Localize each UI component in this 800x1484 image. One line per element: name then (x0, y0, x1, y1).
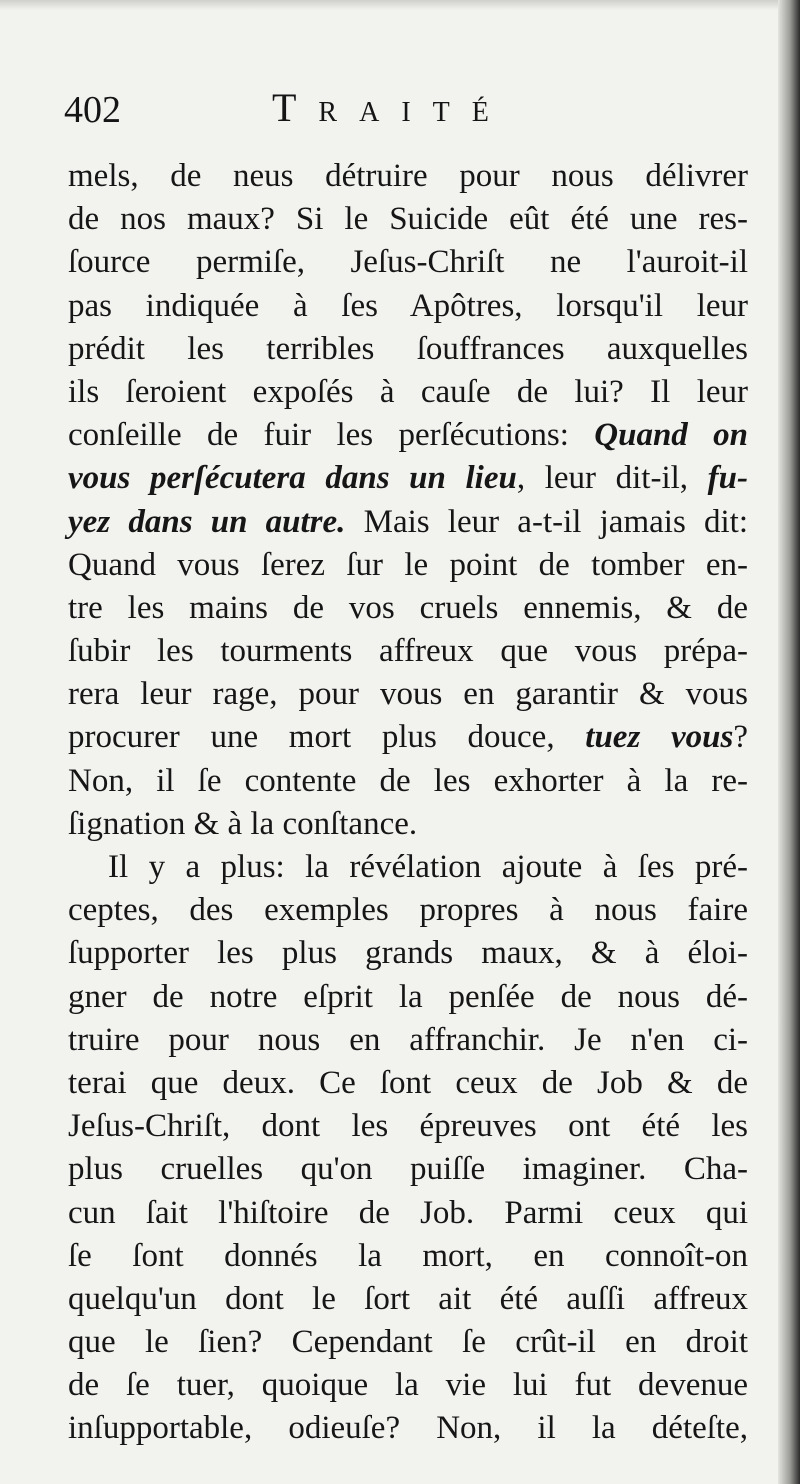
text-line (68, 932, 748, 975)
roman-text: ceptes, des exemples propres à nous faire (68, 892, 748, 929)
text-line (68, 501, 748, 544)
page-gutter-shadow (778, 0, 800, 1484)
text-line (68, 1364, 748, 1407)
roman-text: procurer une mort plus douce, (68, 719, 586, 756)
roman-text: Non, il ſe contente de les exhorter à la re- (68, 762, 748, 799)
roman-text: cun ſait l'hiſtoire de Job. Parmi ceux qui (68, 1194, 748, 1231)
roman-text: ſe ſont donnés la mort, en connoît-on (68, 1237, 748, 1274)
text-line (68, 155, 748, 198)
roman-text: prédit les terribles ſouffrances auxquelles (68, 330, 748, 367)
text-line (68, 328, 748, 371)
body-text (68, 155, 748, 1451)
text-line (68, 803, 748, 846)
text-line (68, 1407, 748, 1450)
roman-text: mels, de neus détruire pour nous délivrer (68, 158, 748, 194)
roman-text: ſource permiſe, Jeſus-Chriſt ne l'auroit-il (68, 244, 748, 281)
text-line (68, 760, 748, 803)
text-line (68, 414, 748, 457)
text-line (68, 976, 748, 1019)
running-title: Traité (272, 85, 511, 130)
roman-text: Jeſus-Chriſt, dont les épreuves ont été les (68, 1108, 748, 1145)
roman-text: terai que deux. Ce ſont ceux de Job & de (68, 1064, 748, 1101)
text-line (68, 457, 748, 500)
text-line (68, 889, 748, 932)
roman-text: ? (733, 719, 748, 756)
roman-text: tre les mains de vos cruels ennemis, & de (68, 589, 748, 626)
text-line (68, 716, 748, 759)
roman-text: ſignation & à la conſtance. (68, 805, 418, 842)
text-line (68, 371, 748, 414)
roman-text: rera leur rage, pour vous en garantir & vous (68, 676, 748, 713)
roman-text: ſupporter les plus grands maux, & à éloi- (68, 935, 748, 972)
roman-text: Mais leur a-t-il jamais dit: (345, 503, 748, 540)
text-line (68, 1062, 748, 1105)
italic-text: vous perſécutera dans un lieu (68, 460, 517, 497)
italic-text: yez dans un autre. (68, 503, 346, 540)
text-line (68, 544, 748, 587)
italic-text: fu- (707, 460, 748, 497)
roman-text: Quand vous ſerez ſur le point de tomber en- (68, 546, 748, 583)
roman-text: pas indiquée à ſes Apôtres, lorsqu'il leur (68, 287, 748, 324)
italic-text: tuez vous (585, 719, 734, 756)
roman-text: gner de notre eſprit la penſée de nous dé- (68, 978, 748, 1015)
text-line (68, 285, 748, 328)
text-line (68, 1278, 748, 1321)
roman-text: conſeille de fuir les perſécutions: (68, 417, 595, 454)
roman-text: , leur dit-il, (516, 460, 708, 497)
roman-text: plus cruelles qu'on puiſſe imaginer. Cha- (68, 1151, 748, 1188)
text-line (68, 1235, 748, 1278)
page-number: 402 (64, 89, 121, 131)
text-line (68, 1148, 748, 1191)
italic-text: Quand on (594, 417, 749, 454)
text-line (68, 1105, 748, 1148)
roman-text: ſubir les tourments affreux que vous prépa- (68, 633, 748, 670)
page-top-shadow (0, 0, 800, 10)
text-line (68, 198, 748, 241)
roman-text: que le ſien? Cependant ſe crût-il en droit (68, 1324, 748, 1361)
text-line (68, 1192, 748, 1235)
roman-text: inſupportable, odieuſe? Non, il la déteſte, (68, 1410, 748, 1447)
roman-text: de ſe tuer, quoique la vie lui fut devenue (68, 1367, 748, 1404)
text-line (68, 241, 748, 284)
roman-text: Il y a plus: la révélation ajoute à ſes pré- (108, 849, 748, 885)
text-line (68, 846, 748, 889)
text-line (68, 1321, 748, 1364)
text-line (68, 1019, 748, 1062)
text-line (68, 673, 748, 716)
roman-text: de nos maux? Si le Suicide eût été une res- (68, 201, 748, 238)
roman-text: truire pour nous en affranchir. Je n'en ci- (68, 1021, 748, 1058)
text-line (68, 587, 748, 630)
text-line (68, 630, 748, 673)
roman-text: quelqu'un dont le ſort ait été auſſi affreux (68, 1280, 748, 1317)
roman-text: ils ſeroient expoſés à cauſe de lui? Il leur (68, 373, 748, 410)
page-header (64, 84, 744, 144)
